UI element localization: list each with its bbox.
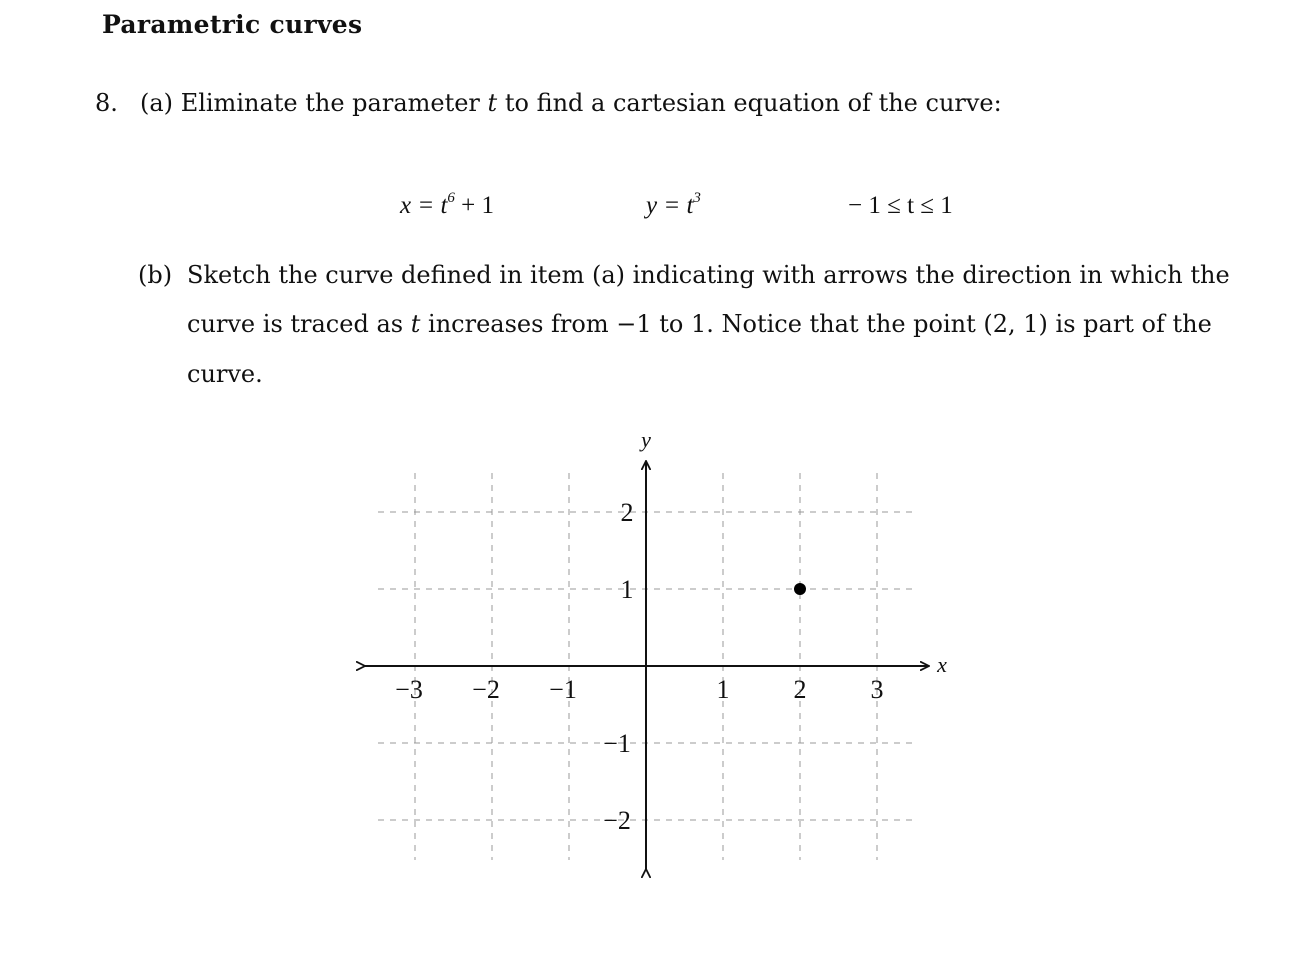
y-equation: $y = t^3$ — [646, 190, 701, 219]
part-a-text-after: to find a cartesian equation of the curve: — [504, 89, 1002, 117]
part-b-line2: curve is traced as t increases from −1 to 1. Notice that the point (2, 1) is part of the — [187, 310, 1212, 338]
part-a-param: t — [487, 89, 498, 117]
part-a-label: (a) — [140, 89, 174, 117]
axes — [364, 427, 947, 870]
y-tick-label: 1 — [620, 575, 634, 604]
x-tick-label: −2 — [472, 675, 500, 704]
x-tick-label: 2 — [793, 675, 807, 704]
section-title: Parametric curves — [102, 10, 363, 39]
part-b-line1: Sketch the curve defined in item (a) indicating with arrows the direction in which the — [187, 261, 1230, 289]
y-tick-label: 2 — [620, 498, 634, 527]
x-tick-label: 3 — [870, 675, 884, 704]
y-tick-label: −2 — [603, 806, 631, 835]
x-equation: $x = t^6 + 1$ — [400, 190, 495, 219]
x-tick-label: −3 — [395, 675, 423, 704]
part-a-text-before: Eliminate the parameter — [180, 89, 480, 117]
x-tick-label: −1 — [549, 675, 577, 704]
y-tick-label: −1 — [603, 729, 631, 758]
t-range: − 1 ≤ t ≤ 1 — [848, 192, 953, 219]
x-tick-label: 1 — [716, 675, 730, 704]
y-axis-label: y — [641, 427, 651, 452]
data-point — [794, 583, 806, 595]
data-points — [794, 583, 806, 595]
part-b-line3: curve. — [187, 360, 263, 388]
x-axis-label: x — [937, 652, 947, 677]
part-b-label: (b) — [138, 261, 173, 289]
problem-number: 8. — [95, 89, 118, 117]
